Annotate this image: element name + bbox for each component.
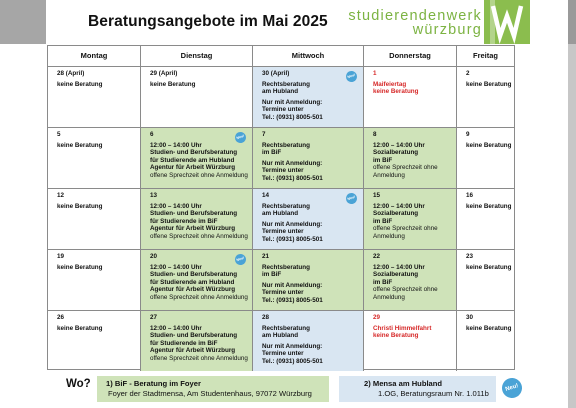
calendar-day-cell [253, 128, 364, 189]
weekday-header-row [48, 46, 514, 67]
calendar-day-cell [48, 311, 141, 371]
day-number: 30 [466, 314, 474, 321]
brand-line-1: studierendenwerk [348, 8, 482, 24]
cell-text-line: im BiF [262, 149, 282, 157]
day-number: 2 [466, 70, 470, 77]
day-number: 26 [57, 314, 65, 321]
cell-text-line: Termine unter [262, 106, 304, 114]
cell-text-line: für Studierende im BiF [150, 217, 218, 225]
cell-text-line: Termine unter [262, 350, 304, 358]
cell-text-line: für Studierende im BiF [150, 339, 218, 347]
day-number: 1 [373, 70, 377, 77]
cell-text-line: offene Sprechzeit ohne Anmeldung [150, 171, 248, 179]
day-number: 22 [373, 253, 381, 260]
cell-text-line: Nur mit Anmeldung: [262, 159, 323, 167]
cell-text-line: Nur mit Anmeldung: [262, 220, 323, 228]
cell-text-line: am Hubland [262, 332, 299, 340]
day-number: 15 [373, 192, 381, 199]
calendar-day-cell [141, 67, 253, 128]
calendar-day-cell [141, 189, 253, 250]
cell-text-line: im BiF [262, 271, 282, 279]
cell-text-line: Agentur für Arbeit Würzburg [150, 347, 236, 355]
cell-text-line: Agentur für Arbeit Würzburg [150, 286, 236, 294]
cell-text-line: Rechtsberatung [262, 80, 310, 88]
cell-text-line: Termine unter [262, 228, 304, 236]
day-number: 6 [150, 131, 154, 138]
weekday-header: Dienstag [141, 46, 253, 66]
cell-text-line: 12:00 – 14:00 Uhr [373, 202, 425, 210]
cell-text-line: keine Beratung [466, 80, 512, 88]
location-1-box [97, 376, 329, 402]
calendar-day-cell [457, 67, 514, 128]
cell-text-line: Studien- und Berufsberatung [150, 210, 238, 218]
cell-text-line: Studien- und Berufsberatung [150, 332, 238, 340]
calendar-day-cell [364, 128, 457, 189]
cell-text-line: im BiF [373, 278, 393, 286]
day-number: 20 [150, 253, 158, 260]
footer-label: Wo? [66, 378, 91, 390]
day-number: 19 [57, 253, 65, 260]
calendar-day-cell [48, 67, 141, 128]
new-badge-icon: Neu! [234, 131, 248, 145]
day-number: 29 [373, 314, 381, 321]
calendar-day-cell [364, 189, 457, 250]
cell-text-line: keine Beratung [57, 202, 103, 210]
page-title: Beratungsangebote im Mai 2025 [88, 13, 328, 30]
calendar-day-cell [141, 311, 253, 371]
cell-text-line: offene Sprechzeit ohne Anmeldung [150, 354, 248, 362]
day-number: 14 [262, 192, 270, 199]
cell-text-line: offene Sprechzeit ohne [373, 164, 438, 172]
cell-text-line: Studien- und Berufsberatung [150, 271, 238, 279]
calendar-day-cell [141, 250, 253, 311]
cell-text-line: 12:00 – 14:00 Uhr [150, 141, 202, 149]
cell-text-line: keine Beratung [57, 324, 103, 332]
day-number: 29 (April) [150, 70, 178, 77]
cell-text-line: keine Beratung [373, 332, 419, 340]
cell-text-line: Studien- und Berufsberatung [150, 149, 238, 157]
cell-text-line: Christi Himmelfahrt [373, 324, 432, 332]
calendar-day-cell [48, 128, 141, 189]
day-number: 13 [150, 192, 158, 199]
day-number: 27 [150, 314, 158, 321]
cell-text-line: offene Sprechzeit ohne [373, 286, 438, 294]
calendar-day-cell [364, 311, 457, 371]
location-1-address: Foyer der Stadtmensa, Am Studentenhaus, 97072 Würzburg [108, 389, 312, 398]
cell-text-line: am Hubland [262, 210, 299, 218]
cell-text-line: offene Sprechzeit ohne Anmeldung [150, 293, 248, 301]
cell-text-line: Maifeiertag [373, 80, 407, 88]
calendar-day-cell [253, 250, 364, 311]
cell-text-line: offene Sprechzeit ohne [373, 225, 438, 233]
day-number: 23 [466, 253, 474, 260]
new-badge-icon: Neu! [499, 375, 524, 400]
cell-text-line: Anmeldung [373, 293, 405, 301]
calendar-day-cell [253, 189, 364, 250]
day-number: 7 [262, 131, 266, 138]
cell-text-line: Tel.: (0931) 8005-501 [262, 174, 323, 182]
day-number: 16 [466, 192, 474, 199]
weekday-header: Donnerstag [364, 46, 457, 66]
cell-text-line: im BiF [373, 156, 393, 164]
cell-text-line: Tel.: (0931) 8005-501 [262, 357, 323, 365]
calendar-day-cell [457, 250, 514, 311]
weekday-header: Mittwoch [253, 46, 364, 66]
cell-text-line: Anmeldung [373, 171, 405, 179]
cell-text-line: 12:00 – 14:00 Uhr [150, 202, 202, 210]
cell-text-line: keine Beratung [373, 88, 419, 96]
calendar-day-cell [457, 189, 514, 250]
location-2-box [339, 376, 496, 402]
cell-text-line: Tel.: (0931) 8005-501 [262, 235, 323, 243]
cell-text-line: im BiF [373, 217, 393, 225]
brand-line-2: würzburg [412, 22, 482, 38]
cell-text-line: Termine unter [262, 167, 304, 175]
day-number: 28 (April) [57, 70, 85, 77]
side-bar [568, 0, 576, 408]
cell-text-line: Nur mit Anmeldung: [262, 281, 323, 289]
cell-text-line: keine Beratung [466, 202, 512, 210]
cell-text-line: Rechtsberatung [262, 263, 310, 271]
cell-text-line: 12:00 – 14:00 Uhr [373, 263, 425, 271]
cell-text-line: Rechtsberatung [262, 141, 310, 149]
day-number: 8 [373, 131, 377, 138]
weekday-header: Freitag [472, 51, 498, 60]
corner-block [0, 0, 46, 44]
location-2-title: 2) Mensa am Hubland [364, 379, 443, 388]
calendar-day-cell [141, 128, 253, 189]
day-number: 5 [57, 131, 61, 138]
cell-text-line: Nur mit Anmeldung: [262, 98, 323, 106]
calendar-day-cell [364, 250, 457, 311]
calendar-table [47, 45, 515, 370]
cell-text-line: Sozialberatung [373, 271, 419, 279]
cell-text-line: keine Beratung [57, 141, 103, 149]
calendar-day-cell [364, 67, 457, 128]
cell-text-line: keine Beratung [57, 80, 103, 88]
cell-text-line: für Studierende am Hubland [150, 156, 235, 164]
cell-text-line: Sozialberatung [373, 149, 419, 157]
cell-text-line: 12:00 – 14:00 Uhr [373, 141, 425, 149]
calendar-day-cell [457, 128, 514, 189]
calendar-day-cell [253, 67, 364, 128]
cell-text-line: für Studierende am Hubland [150, 278, 235, 286]
cell-text-line: Anmeldung [373, 232, 405, 240]
new-badge-icon: Neu! [345, 192, 359, 206]
cell-text-line: keine Beratung [466, 141, 512, 149]
weekday-header: Montag [48, 46, 141, 66]
cell-text-line: keine Beratung [150, 80, 196, 88]
calendar-day-cell [48, 250, 141, 311]
day-number: 30 (April) [262, 70, 290, 77]
cell-text-line: Sozialberatung [373, 210, 419, 218]
day-number: 9 [466, 131, 470, 138]
cell-text-line: keine Beratung [466, 263, 512, 271]
new-badge-icon: Neu! [345, 70, 359, 84]
cell-text-line: keine Beratung [57, 263, 103, 271]
cell-text-line: Tel.: (0931) 8005-501 [262, 113, 323, 121]
calendar-day-cell [48, 189, 141, 250]
studierendenwerk-logo-icon [484, 0, 530, 44]
cell-text-line: Rechtsberatung [262, 324, 310, 332]
calendar-day-cell [253, 311, 364, 371]
cell-text-line: offene Sprechzeit ohne Anmeldung [150, 232, 248, 240]
brand-wordmark [348, 9, 482, 37]
calendar-day-cell [457, 311, 514, 371]
cell-text-line: Agentur für Arbeit Würzburg [150, 225, 236, 233]
cell-text-line: Agentur für Arbeit Würzburg [150, 164, 236, 172]
cell-text-line: keine Beratung [466, 324, 512, 332]
cell-text-line: 12:00 – 14:00 Uhr [150, 324, 202, 332]
day-number: 28 [262, 314, 270, 321]
day-number: 12 [57, 192, 65, 199]
new-badge-icon: Neu! [234, 253, 248, 267]
cell-text-line: Nur mit Anmeldung: [262, 342, 323, 350]
cell-text-line: Tel.: (0931) 8005-501 [262, 296, 323, 304]
cell-text-line: 12:00 – 14:00 Uhr [150, 263, 202, 271]
location-2-address: 1.OG, Beratungsraum Nr. 1.011b [378, 389, 489, 398]
day-number: 21 [262, 253, 270, 260]
location-1-title: 1) BiF - Beratung im Foyer [106, 379, 201, 388]
cell-text-line: Rechtsberatung [262, 202, 310, 210]
cell-text-line: Termine unter [262, 289, 304, 297]
cell-text-line: am Hubland [262, 88, 299, 96]
